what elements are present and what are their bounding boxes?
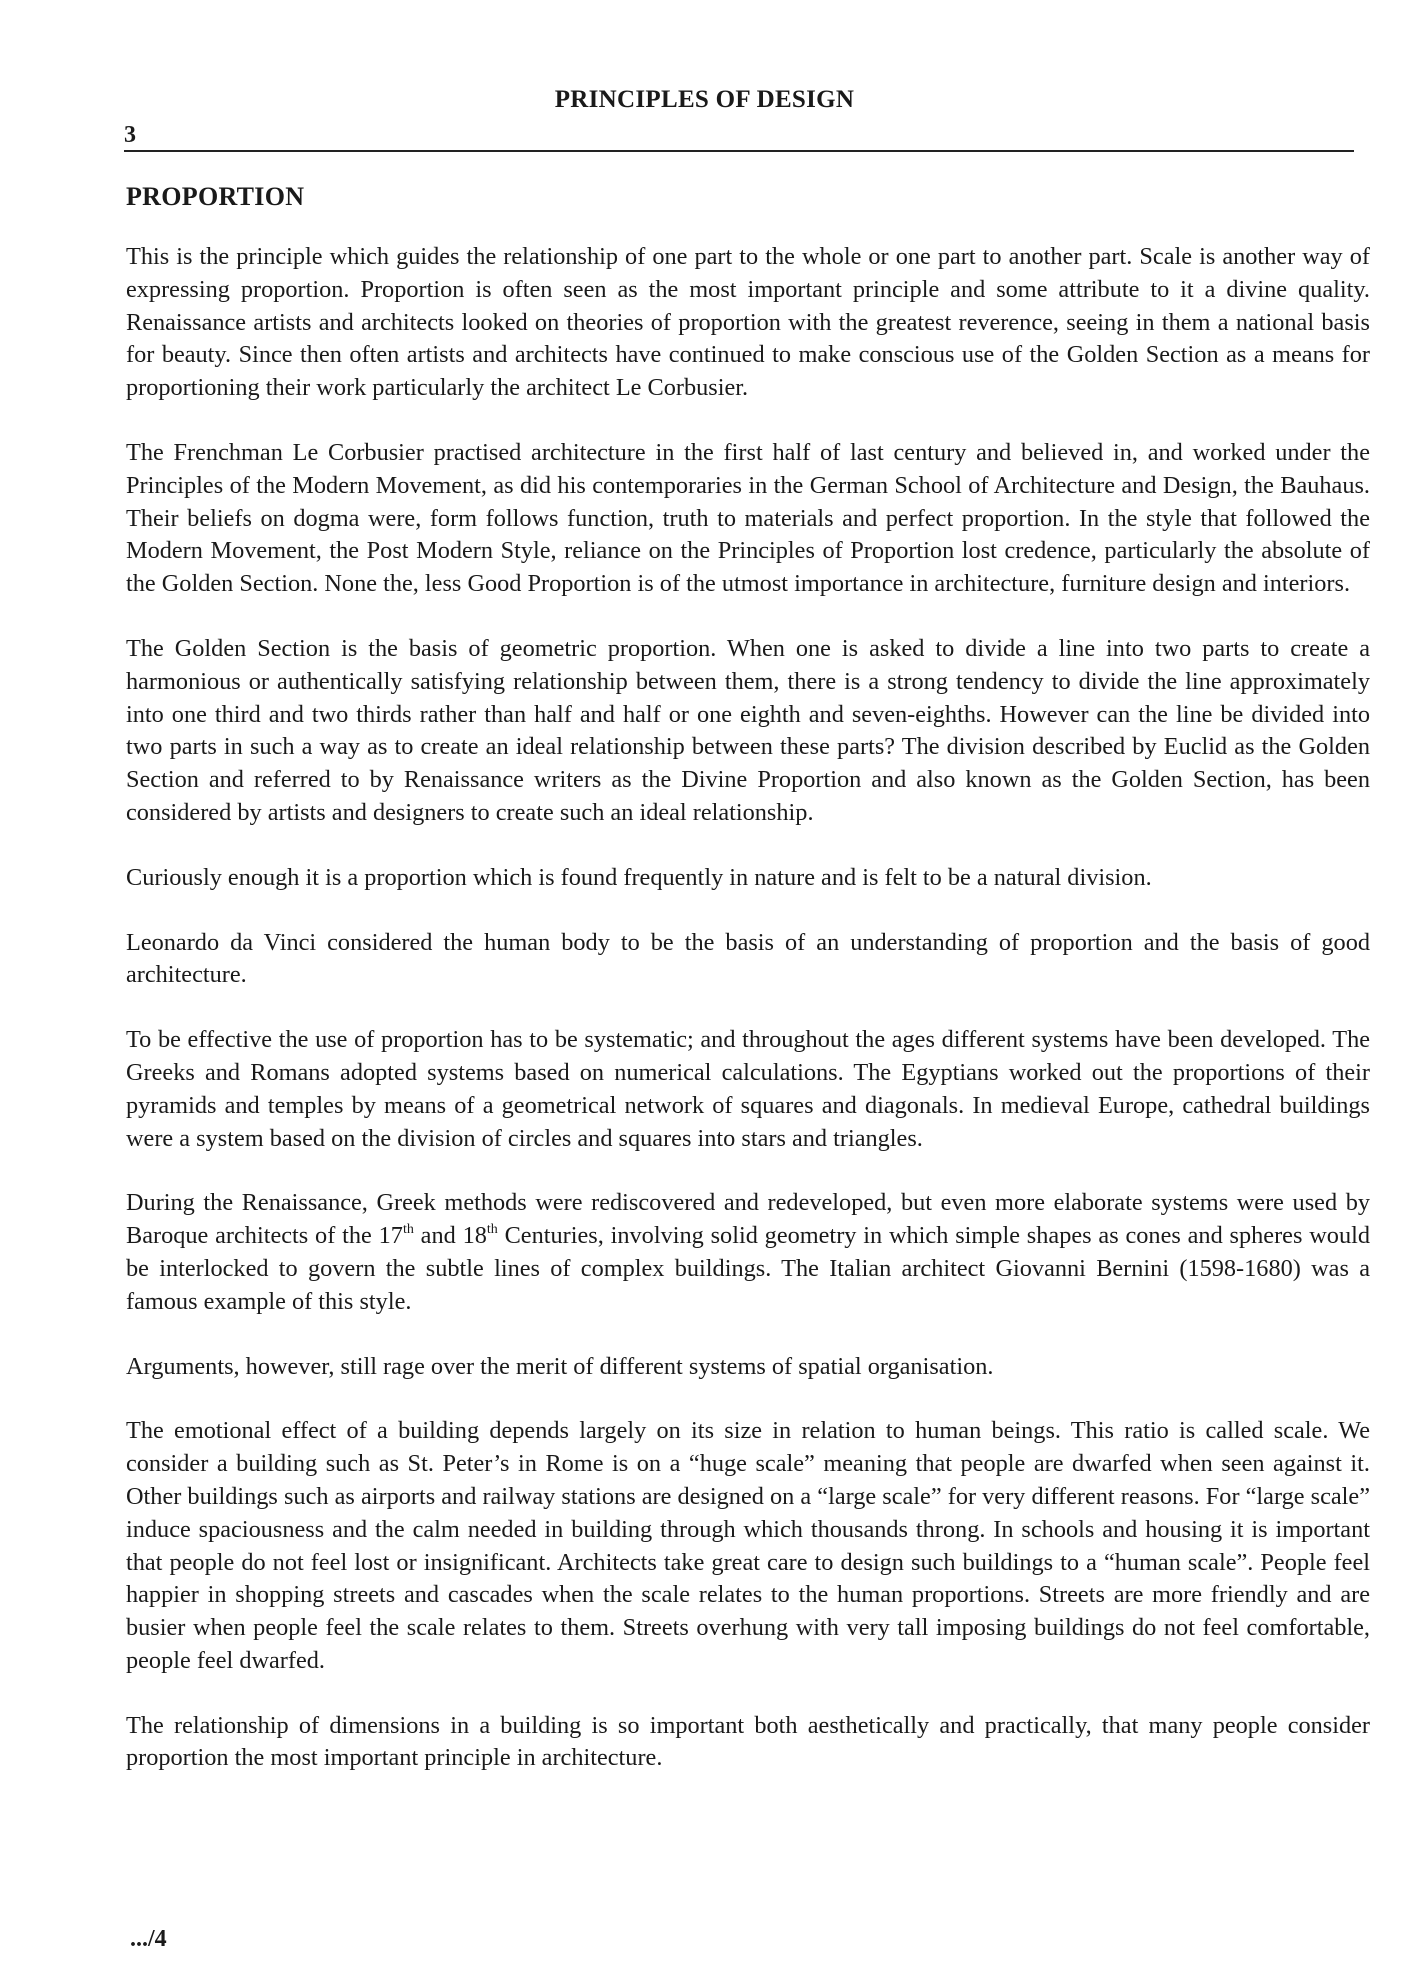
ordinal-suffix-17th: th [402, 1222, 414, 1238]
page-number: 3 [124, 122, 136, 148]
paragraph-scale: The emotional effect of a building depends largely on its size in relation to human beings. This ratio is called scale. We consider a building such as St. Peter’s in Rome is on a “huge scale” meaning that people are dwarfed when seen against it. Other buildings such as airports and railway stations are designed on a “large scale” for very different reasons. For “large scale” induce spaciousness and the calm needed in building through which thousands throng. In schools and housing it is important that people do not feel lost or insignificant. Architects take great care to design such buildings to a “human scale”. People feel happier in shopping streets and cascades when the scale relates to the human proportions. Streets are more friendly and are busier when people feel the scale relates to them. Streets overhung with very tall imposing buildings do not feel comfortable, people feel dwarfed. [126, 1417, 1370, 1674]
renaissance-text-middle: and 18 [413, 1222, 487, 1250]
continuation-marker: .../4 [130, 1926, 167, 1952]
renaissance-text-after: Centuries, involving solid geometry in which simple shapes as cones and spheres would be interlocked to govern the subtle lines of complex buildings. The Italian architect Giovanni Bernini (1598-1680) was a famous example of this style. [126, 1222, 1370, 1315]
paragraph-le-corbusier: The Frenchman Le Corbusier practised architecture in the first half of last century and believed in, and worked under the Principles of the Modern Movement, as did his contemporaries in the German School of Architecture and Design, the Bauhaus. Their beliefs on dogma were, form follows function, truth to materials and perfect proportion. In the style that followed the Modern Movement, the Post Modern Style, reliance on the Principles of Proportion lost credence, particularly the absolute of the Golden Section. None the, less Good Proportion is of the utmost importance in architecture, furniture design and interiors. [126, 438, 1370, 598]
paragraph-proportion-definition: This is the principle which guides the relationship of one part to the whole or one part to another part. Scale is another way of expressing proportion. Proportion is often seen as the most important principle and some attribute to it a divine quality. Renaissance artists and architects looked on theories of proportion with the greatest reverence, seeing in them a national basis for beauty. Since then often artists and architects have continued to make conscious use of the Golden Section as a means for proportioning their work particularly the architect Le Corbusier. [126, 243, 1370, 402]
running-header: PRINCIPLES OF DESIGN [554, 86, 855, 113]
section-title: PROPORTION [126, 182, 305, 211]
body-text [126, 241, 1370, 1775]
header-rule [124, 150, 1354, 152]
paragraph-renaissance [126, 1187, 1370, 1318]
paragraph-conclusion: The relationship of dimensions in a building is so important both aesthetically and practically, that many people consider proportion the most important principle in architecture. [126, 1711, 1370, 1772]
paragraph-nature: Curiously enough it is a proportion which is found frequently in nature and is felt to be a natural division. [126, 863, 1152, 891]
ordinal-suffix-18th: th [486, 1222, 498, 1238]
paragraph-leonardo: Leonardo da Vinci considered the human body to be the basis of an understanding of proportion and the basis of good architecture. [126, 928, 1370, 989]
paragraph-arguments: Arguments, however, still rage over the merit of different systems of spatial organisation. [126, 1352, 994, 1380]
paragraph-golden-section: The Golden Section is the basis of geometric proportion. When one is asked to divide a line into two parts to create a harmonious or authentically satisfying relationship between them, there is a strong tendency to divide the line approximately into one third and two thirds rather than half and half or one eighth and seven-eighths. However can the line be divided into two parts in such a way as to create an ideal relationship between these parts? The division described by Euclid as the Golden Section and referred to by Renaissance writers as the Divine Proportion and also known as the Golden Section, has been considered by artists and designers to create such an ideal relationship. [126, 634, 1370, 826]
renaissance-text-before: During the Renaissance, Greek methods were rediscovered and redeveloped, but even more elaborate systems were used by Baroque architects of the 17 [126, 1189, 1370, 1250]
paragraph-systems: To be effective the use of proportion has to be systematic; and throughout the ages different systems have been developed. The Greeks and Romans adopted systems based on numerical calculations. The Egyptians worked out the proportions of their pyramids and temples by means of a geometrical network of squares and diagonals. In medieval Europe, cathedral buildings were a system based on the division of circles and squares into stars and triangles. [126, 1026, 1370, 1152]
